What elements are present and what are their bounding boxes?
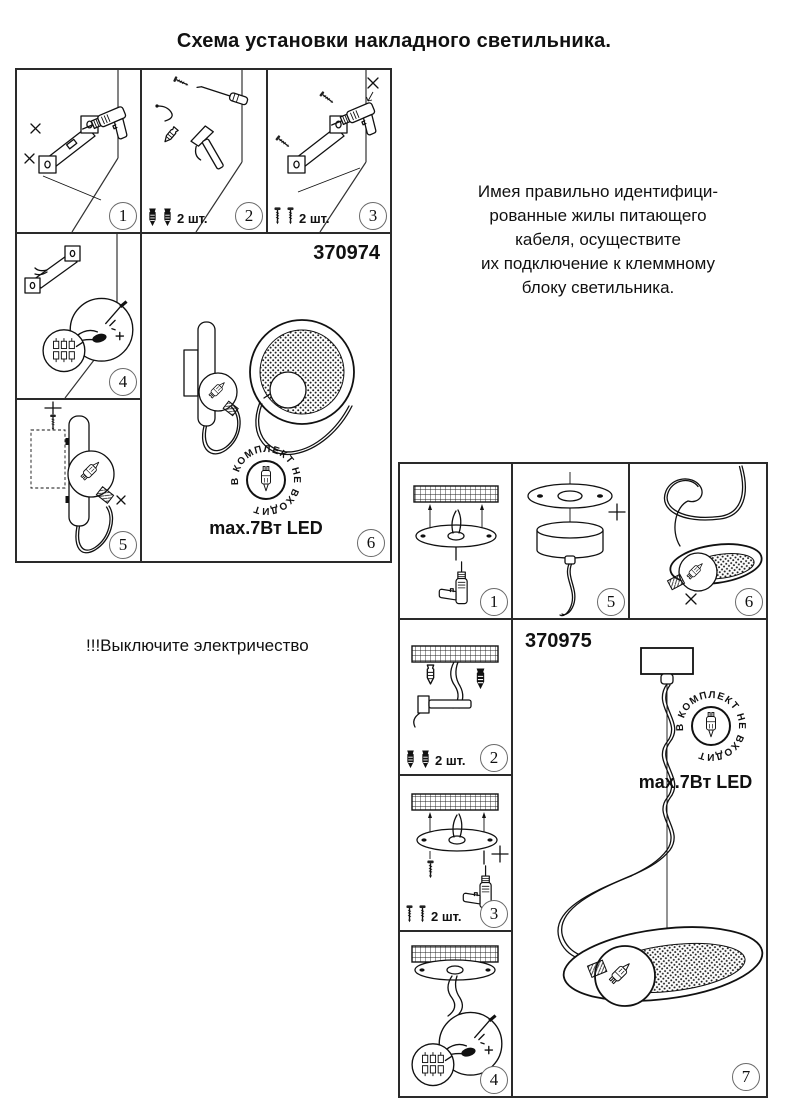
wiring-instruction-text: Имея правильно идентифици- рованные жилы питающего кабеля, осуществите их подключение к клеммному блоку светильника.: [477, 182, 719, 297]
drill-icon: [439, 562, 467, 604]
dowel-icon: [147, 208, 158, 226]
screw-mark: [609, 504, 625, 520]
mounting-bracket: [39, 116, 98, 173]
step-number-badge: 7: [732, 1063, 760, 1091]
screw-icon: [319, 91, 335, 105]
dowel-icon: [477, 669, 483, 688]
screw-icon: [286, 207, 295, 226]
step-number-badge: 6: [357, 529, 385, 557]
pendant-step-3-panel: [398, 774, 513, 932]
step-number-badge: 5: [597, 588, 625, 616]
wall-lamp-step-1-panel: [15, 68, 142, 234]
mounting-bracket: [25, 246, 80, 293]
wire-icon: [158, 106, 172, 121]
ceiling: [412, 646, 498, 662]
max-power-label: max.7Вт LED: [209, 518, 323, 538]
ceiling-canopy: [537, 522, 603, 564]
wall-lamp-step-4-panel: [15, 232, 142, 400]
pendant-step-5-panel: [511, 462, 630, 620]
ring-shade: [250, 320, 354, 424]
step-number-badge: 3: [359, 202, 387, 230]
not-included-stamp: [675, 690, 747, 762]
ceiling: [412, 794, 498, 810]
decor-ring: [528, 484, 612, 508]
screw-icon: [173, 76, 190, 88]
step-number-badge: 1: [480, 588, 508, 616]
dowel-icon: [405, 750, 416, 768]
screw-arrow-mark: [367, 78, 379, 101]
dowel-icon: [420, 750, 431, 768]
dowel-icon: [427, 665, 433, 684]
screws-qty-label: 2 шт.: [405, 905, 462, 924]
dowel-icon: [163, 127, 178, 144]
step-number-badge: 5: [109, 531, 137, 559]
wall-lamp-step-3-panel: [266, 68, 392, 234]
step-number-badge: 3: [480, 900, 508, 928]
pendant-step-2-panel: [398, 618, 513, 776]
dowels-qty-label: 2 шт.: [405, 750, 466, 768]
step-number-badge: 2: [480, 744, 508, 772]
wires: [448, 976, 462, 1016]
mounting-bracket: [288, 116, 347, 173]
pendant-lamp-drawing: [513, 620, 766, 1096]
screw-mark: [492, 846, 508, 862]
pendant-main-panel: [511, 618, 768, 1098]
max-power-label: max.7Вт LED: [638, 772, 753, 792]
wall-lamp-drawing: [142, 234, 390, 561]
not-included-stamp: [230, 444, 302, 516]
ceiling: [414, 486, 498, 502]
dowels-qty-label: 2 шт.: [147, 208, 208, 226]
step-number-badge: 2: [235, 202, 263, 230]
step-number-badge: 6: [735, 588, 763, 616]
power-off-warning: !!!Выключите электричество: [86, 636, 309, 655]
pendant-step-1-panel: [398, 462, 513, 620]
terminal-block-magnifier: [43, 298, 133, 371]
model-number: 370975: [525, 630, 592, 652]
hammer-icon: [414, 696, 471, 727]
pendant-step-4-panel: [398, 930, 513, 1098]
mounting-plate: [417, 814, 497, 851]
model-number: 370974: [313, 242, 380, 264]
screw-icon: [273, 207, 282, 226]
wall-lamp-step-2-panel: [140, 68, 268, 234]
stamp-text: В КОМПЛЕКТ НЕ ВХОДИТ: [229, 443, 303, 517]
step-number-badge: 1: [109, 202, 137, 230]
bulb: [595, 946, 655, 1006]
step-number-badge: 4: [109, 368, 137, 396]
stamp-text: В КОМПЛЕКТ НЕ ВХОДИТ: [674, 689, 748, 763]
page-title: Схема установки накладного светильника.: [176, 30, 612, 52]
wall-lamp-main-panel: [140, 232, 392, 563]
screw-icon: [405, 905, 414, 924]
screw-icon: [427, 861, 433, 879]
screws-qty-label: 2 шт.: [273, 207, 330, 226]
ceiling-canopy: [641, 648, 693, 684]
ring-shade: [559, 917, 766, 1011]
hammer-icon: [186, 124, 231, 175]
screw-arrow-mark: [45, 402, 61, 430]
wall-lamp-step-5-panel: [15, 398, 142, 563]
screwdriver-icon: [196, 82, 248, 106]
step-number-badge: 4: [480, 1066, 508, 1094]
spiral-cord: [558, 684, 675, 960]
mounting-plate: [416, 510, 496, 547]
cord-loop: [664, 466, 745, 546]
mounting-plate: [415, 960, 495, 980]
screw-icon: [275, 135, 291, 149]
dowel-icon: [162, 208, 173, 226]
screw-icon: [418, 905, 427, 924]
pendant-step-6-panel: [628, 462, 768, 620]
power-cord: [560, 564, 575, 616]
